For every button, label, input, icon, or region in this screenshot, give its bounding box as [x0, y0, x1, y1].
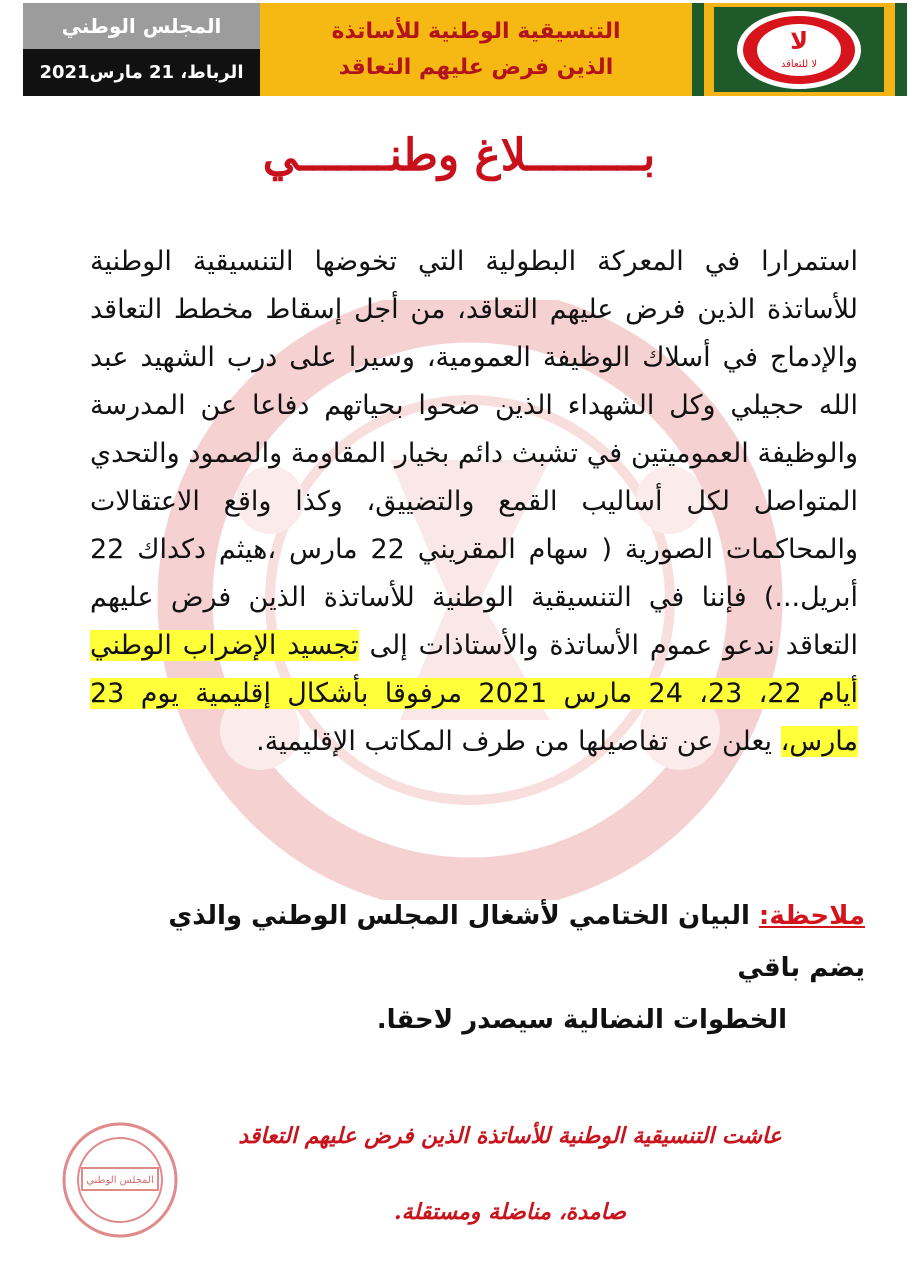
body-text: استمرارا في المعركة البطولية التي تخوضها التنسيقية الوطنية للأساتذة الذين فرض عليهم التعاقد، من أجل إسقاط مخطط التعاقد والإدماج في أسلاك الوظيفة العمومية، وسيرا على درب الشهيد عبد الله حجيلي وكل الشهداء الذين ضحوا بحياتهم دفاعا عن المدرسة والوظيفة العموميتين في تشبث دائم بخيار المقاومة والصمود والتحدي المتواصل لكل أساليب القمع والتضييق، وكذا واقع الاعتقالات والمحاكمات الصورية ( سهام المقريني 22 مارس ،هيثم دكداك 22 أبريل...) فإننا في التنسيقية الوطنية للأساتذة الذين فرض عليهم التعاقد ندعو عموم الأساتذة والأستاذات إلى [90, 246, 858, 661]
page-title: بـــــــــلاغ وطنـــــــي [262, 130, 656, 181]
org-name-line2: الذين فرض عليهم التعاقد [338, 54, 614, 80]
letterhead [23, 3, 907, 96]
council-stamp-icon [60, 1120, 180, 1240]
org-name-line1: التنسيقية الوطنية للأساتذة [331, 18, 621, 44]
note-block [120, 890, 865, 1046]
statement-body [90, 238, 858, 766]
note-label: ملاحظة: [758, 901, 865, 931]
stamp-text: المجلس الوطني [86, 1175, 154, 1186]
note-line2: الخطوات النضالية سيصدر لاحقا. [376, 1005, 787, 1035]
highlighted-strike-dates: تجسيد الإضراب الوطني أيام 22، 23، 24 مارس 2021 مرفوقا بأشكال إقليمية يوم 23 مارس، [90, 630, 859, 757]
logo-block [692, 3, 907, 96]
organization-logo-icon [734, 9, 864, 91]
council-date-block [23, 3, 260, 96]
org-name-block [260, 3, 692, 96]
logo-mark: لا [790, 26, 808, 55]
closing-line1: عاشت التنسيقية الوطنية للأساتذة الذين فرض عليهم التعاقد [238, 1123, 782, 1149]
body-text-end: يعلن عن تفاصيلها من طرف المكاتب الإقليمية. [256, 726, 781, 757]
logo-text: لا للتعاقد [780, 58, 818, 70]
council-label: المجلس الوطني [23, 3, 260, 49]
closing-line2: صامدة، مناضلة ومستقلة. [393, 1199, 627, 1225]
note-line1: البيان الختامي لأشغال المجلس الوطني والذي يضم باقي [168, 901, 865, 983]
date-line: الرباط، 21 مارس2021 [23, 49, 260, 96]
closing-slogan [210, 1098, 810, 1250]
